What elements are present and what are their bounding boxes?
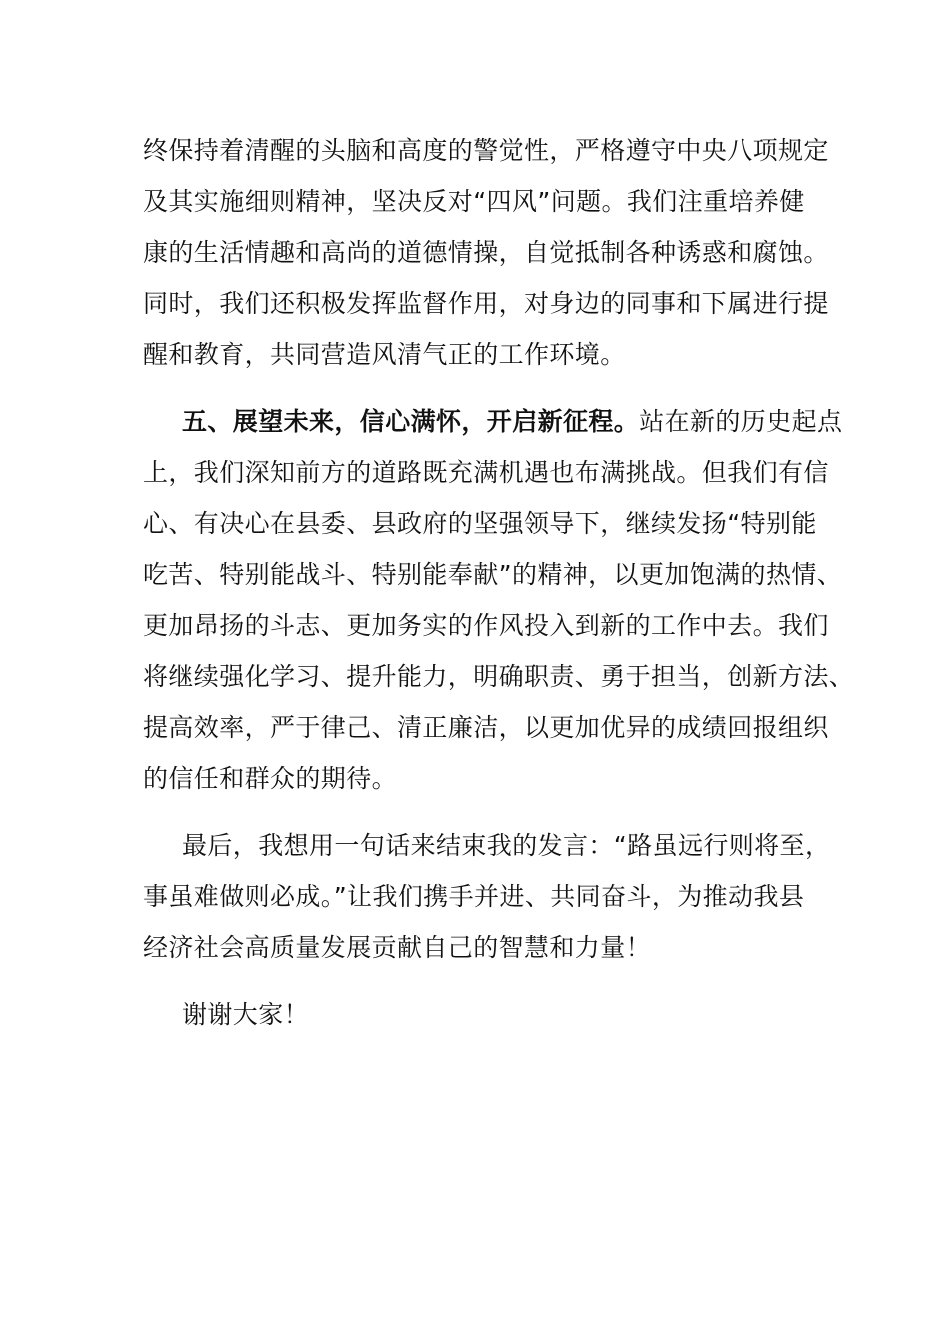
text-line: 心、有决心在县委、县政府的坚强领导下，继续发扬“特别能 — [143, 509, 817, 538]
text-line: 事虽难做则必成。”让我们携手并进、共同奋斗，为推动我县 — [143, 882, 805, 911]
text-line: 康的生活情趣和高尚的道德情操，自觉抵制各种诱惑和腐蚀。 — [143, 238, 829, 267]
paragraph-thanks — [143, 989, 813, 1040]
text-line: 提高效率，严于律己、清正廉洁，以更加优异的成绩回报组织 — [143, 713, 829, 742]
text-line: 上，我们深知前方的道路既充满机遇也布满挑战。但我们有信 — [143, 458, 829, 487]
text-line: 终保持着清醒的头脑和高度的警觉性，严格遵守中央八项规定 — [143, 136, 829, 165]
text-line: 谢谢大家！ — [182, 1000, 310, 1029]
paragraph-outlook — [143, 396, 855, 804]
text-line: 吃苦、特别能战斗、特别能奉献”的精神，以更加饱满的热情、 — [143, 560, 843, 589]
paragraph-integrity — [143, 125, 829, 380]
text-line: 同时，我们还积极发挥监督作用，对身边的同事和下属进行提 — [143, 289, 829, 318]
text-line: 更加昂扬的斗志、更加务实的作风投入到新的工作中去。我们 — [143, 611, 829, 640]
paragraph-gap — [143, 380, 813, 396]
paragraph-closing — [143, 820, 831, 973]
paragraph-gap — [143, 973, 813, 989]
text-line: 及其实施细则精神，坚决反对“四风”问题。我们注重培养健 — [143, 187, 805, 216]
text-line: 醒和教育，共同营造风清气正的工作环境。 — [143, 340, 626, 369]
text-line: 的信任和群众的期待。 — [143, 764, 398, 793]
paragraph-gap — [143, 804, 813, 820]
text-line: 将继续强化学习、提升能力，明确职责、勇于担当，创新方法、 — [143, 662, 855, 691]
section-heading: 五、展望未来，信心满怀，开启新征程。 — [182, 407, 640, 436]
document-page — [143, 125, 855, 1040]
text-line: 最后，我想用一句话来结束我的发言：“路虽远行则将至， — [182, 831, 831, 860]
heading-line-rest: 站在新的历史起点 — [639, 407, 843, 436]
text-line: 经济社会高质量发展贡献自己的智慧和力量！ — [143, 933, 652, 962]
text-line — [143, 396, 843, 447]
